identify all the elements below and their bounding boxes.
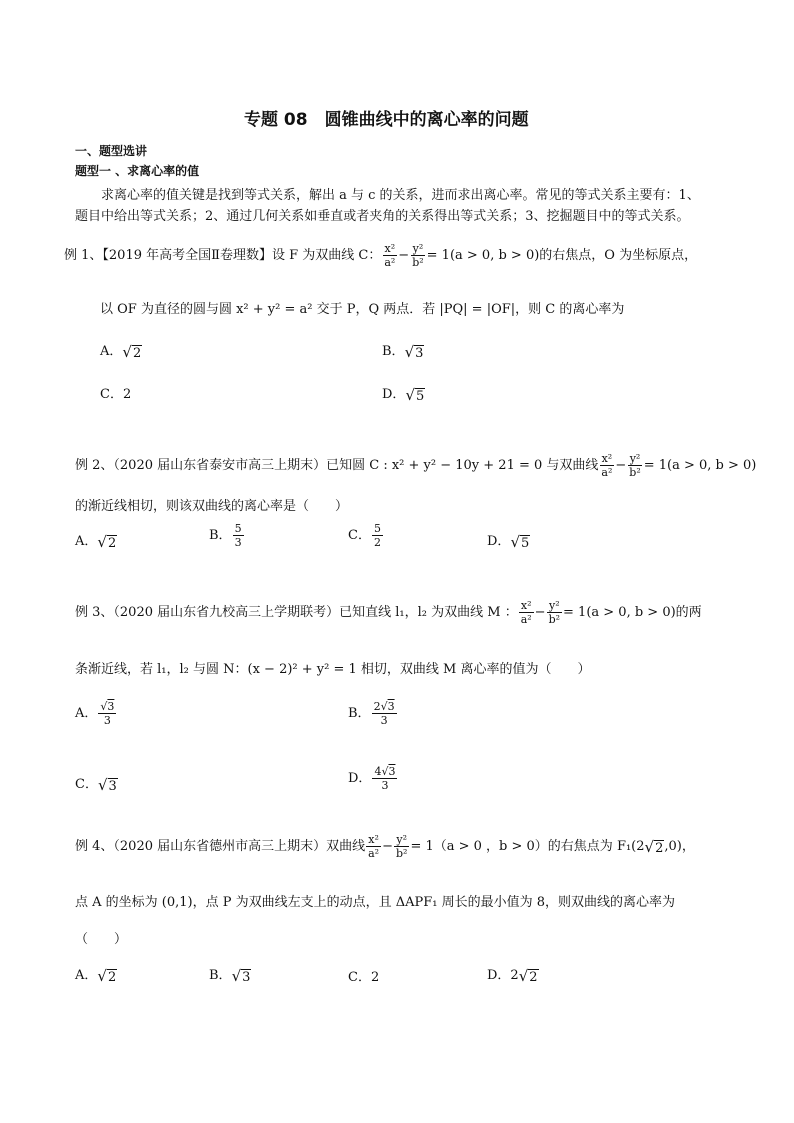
- example-4-option-c[interactable]: C．2: [348, 970, 380, 985]
- hyperbola-fraction-y: $\frac{\text{y²}}{\text{b²}}$: [629, 452, 641, 479]
- hyperbola-fraction-x: $\frac{\text{x²}}{\text{a²}}$: [520, 599, 532, 626]
- hyperbola-fraction-y: $\frac{\text{y²}}{\text{b²}}$: [412, 242, 424, 269]
- example-1-stem: 例 1、【2019 年高考全国Ⅱ卷理数】设 F 为双曲线 C： $\frac{\text{x²}}{\text{a²}}$ − $\frac{\text{y²}}{\text{b²}}$ = 1(a > 0, b > 0)的右焦点，O 为坐标原点，: [64, 242, 698, 269]
- hyperbola-fraction-x: $\frac{\text{x²}}{\text{a²}}$: [601, 452, 613, 479]
- example-1-line-2: 以 OF 为直径的圆与圆 x² + y² = a² 交于 P，Q 两点．若 |PQ| = |OF|，则 C 的离心率为: [100, 302, 625, 317]
- page-title: 专题 08 圆锥曲线中的离心率的问题: [244, 110, 529, 130]
- intro-line-2: 题目中给出等式关系；2、通过几何关系如垂直或者夹角的关系得出等式关系；3、挖掘题目中的等式关系。: [75, 209, 690, 224]
- example-3-stem: 例 3、（2020 届山东省九校高三上学期联考）已知直线 l₁，l₂ 为双曲线 M ： $\frac{\text{x²}}{\text{a²}}$ − $\frac{\text{y²}}{\text{b²}}$ = 1(a > 0, b > 0)的两: [75, 599, 702, 626]
- example-1-option-a[interactable]: A．√2: [100, 342, 142, 361]
- example-3-line-2: 条渐近线，若 l₁，l₂ 与圆 N：(x − 2)² + y² = 1 相切，双曲线 M 离心率的值为（ ）: [75, 662, 591, 677]
- hyperbola-fraction-y: $\frac{\text{y²}}{\text{b²}}$: [396, 833, 408, 860]
- example-2-stem: 例 2、（2020 届山东省泰安市高三上期末）已知圆 C : x² + y² − 10y + 21 = 0 与双曲线 $\frac{\text{x²}}{\text{a²}}$ − $\frac{\text{y²}}{\text{b²}}$ = 1(a > 0, b > 0): [75, 452, 757, 479]
- example-2-option-b[interactable]: B． $\frac{5}{3}$: [209, 522, 242, 549]
- example-4-stem: 例 4、（2020 届山东省德州市高三上期末）双曲线 $\frac{\text{x²}}{\text{a²}}$ − $\frac{\text{y²}}{\text{b²}}$ = 1（a > 0 ，b > 0）的右焦点为 F₁(2√2,0)，: [75, 833, 695, 860]
- example-3-option-b[interactable]: B． $\frac{2√3}{3}$: [348, 700, 395, 727]
- hyperbola-fraction-x: $\frac{\text{x²}}{\text{a²}}$: [384, 242, 396, 269]
- example-2-option-a[interactable]: A．√2: [75, 532, 117, 551]
- section-heading: 一、题型选讲: [75, 144, 148, 158]
- example-1-option-d[interactable]: D．√5: [382, 385, 425, 404]
- example-3-option-c[interactable]: C．√3: [75, 775, 117, 794]
- example-2-option-c[interactable]: C． $\frac{5}{2}$: [348, 522, 381, 549]
- hyperbola-fraction-x: $\frac{\text{x²}}{\text{a²}}$: [368, 833, 380, 860]
- example-2-line-2: 的渐近线相切，则该双曲线的离心率是（ ）: [75, 499, 349, 514]
- example-1-option-c[interactable]: C．2: [100, 387, 132, 402]
- example-4-line-3: （ ）: [75, 932, 128, 947]
- example-4-option-d[interactable]: D．2√2: [487, 966, 538, 985]
- example-2-option-d[interactable]: D．√5: [487, 532, 530, 551]
- type-heading: 题型一 、求离心率的值: [75, 164, 200, 178]
- example-3-option-d[interactable]: D． $\frac{4√3}{3}$: [348, 765, 396, 792]
- hyperbola-fraction-y: $\frac{\text{y²}}{\text{b²}}$: [548, 599, 561, 626]
- intro-line-1: 求离心率的值关键是找到等式关系，解出 a 与 c 的关系，进而求出离心率。常见的等式关系主要有：1、: [101, 188, 700, 203]
- example-3-option-a[interactable]: A． $\frac{√3}{3}$: [75, 700, 115, 727]
- example-4-option-a[interactable]: A．√2: [75, 966, 117, 985]
- example-4-option-b[interactable]: B．√3: [209, 966, 251, 985]
- example-4-line-2: 点 A 的坐标为 (0,1)，点 P 为双曲线左支上的动点，且 ΔAPF₁ 周长的最小值为 8，则双曲线的离心率为: [75, 895, 676, 910]
- example-1-option-b[interactable]: B．√3: [382, 342, 424, 361]
